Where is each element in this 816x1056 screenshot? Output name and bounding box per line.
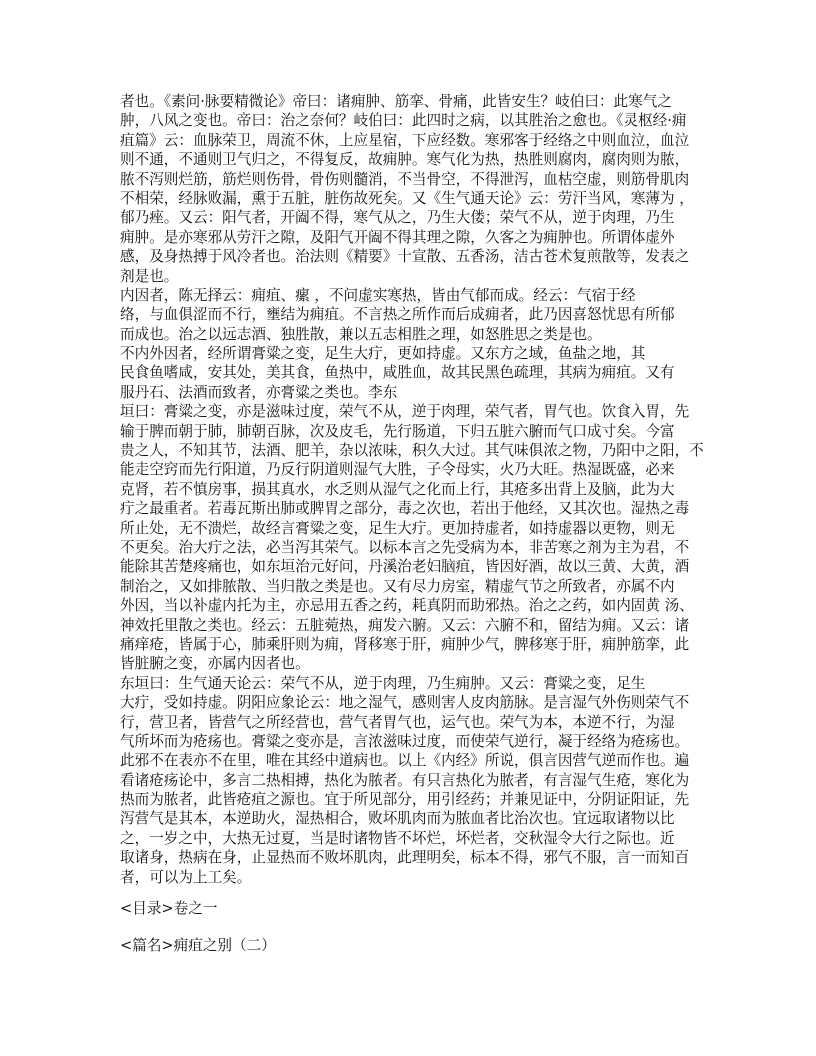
text-line: 贵之人，不知其节，法酒、肥羊，杂以浓味，积久大过。其气味俱浓之物，乃阳中之阳，不 bbox=[120, 442, 704, 460]
text-line: 络，与血俱涩而不行，壅结为痈疽。不言热之所作而后成痈者，此乃因喜怒忧思有所郁 bbox=[120, 306, 675, 324]
text-line: 者也。《素问·脉要精微论》帝曰：诸痈肿、筋挛、骨痛，此皆安生？岐伯曰：此寒气之 bbox=[120, 93, 672, 110]
text-line: 痈肿。是亦寒邪从劳汗之隙，及阳气开阖不得其理之隙，久客之为痈肿也。所谓体虚外 bbox=[120, 228, 675, 246]
text-line: 郁乃痤。又云：阳气者，开阖不得，寒气从之，乃生大偻；荣气不从，逆于肉理，乃生 bbox=[120, 209, 675, 227]
text-line: 肿，八风之变也。帝曰：治之奈何？岐伯曰：此四时之病，以其胜治之愈也。《灵枢经·痈 bbox=[120, 112, 687, 130]
text-line: 不更矣。治大疔之法，必当泻其荣气。以标本言之先受病为本，非苦寒之剂为主为君，不 bbox=[120, 538, 690, 556]
text-line: 不相荣，经脉败漏，熏于五脏，脏伤故死矣。又《生气通天论》云：劳汗当风，寒薄为 ， bbox=[120, 189, 694, 207]
text-line: 输于脾而朝于肺，肺朝百脉，次及皮毛，先行肠道，下归五脏六腑而气口成寸矣。今富 bbox=[120, 422, 675, 440]
text-line: 克肾，若不慎房事，损其真水，水乏则从湿气之化而上行，其疮多出背上及脑，此为大 bbox=[120, 480, 675, 498]
text-line: 疔之最重者。若毒瓦斯出肺或脾胃之部分，毒之次也，若出于他经，又其次也。湿热之毒 bbox=[120, 500, 690, 518]
text-line: 此邪不在表亦不在里，唯在其经中道病也。以上《内经》所说，俱言因营气逆而作也。遍 bbox=[120, 752, 690, 770]
text-line: 民食鱼嗜咸，安其处，美其食，鱼热中，咸胜血，故其民黑色疏理，其病为痈疽。又有 bbox=[120, 364, 675, 382]
text-line: 行，营卫者，皆营气之所经营也，营气者胃气也，运气也。荣气为本，本逆不行，为湿 bbox=[120, 713, 675, 731]
text-line: 之，一岁之中，大热无过夏，当是时诸物皆不坏烂，坏烂者，交秋湿令大行之际也。近 bbox=[120, 829, 675, 847]
text-line: 神效托里散之类也。经云：五脏菀热，痈发六腑。又云：六腑不和，留结为痈。又云：诸 bbox=[120, 616, 690, 634]
text-line: 能走空窍而先行阳道，乃反行阴道则湿气大胜，子令母实，火乃大旺。热湿既盛，必来 bbox=[120, 461, 675, 479]
text-line: 皆脏腑之变，亦属内因者也。 bbox=[120, 655, 310, 673]
text-line: 泻营气是其本，本逆助火，湿热相合，败坏肌肉而为脓血者比治次也。宜远取诸物以比 bbox=[120, 810, 675, 828]
text-line: 外因，当以补虚内托为主，亦忌用五香之药，耗真阴而助邪热。治之之药，如内固黄 汤、 bbox=[120, 597, 694, 615]
text-line: 内因者，陈无择云：痈疽、瘰 ，不问虚实寒热，皆由气郁而成。经云：气宿于经 bbox=[120, 286, 636, 304]
text-line: 看诸疮疡论中，多言二热相搏，热化为脓者。有只言热化为脓者，有言湿气生疮，寒化为 bbox=[120, 771, 690, 789]
text-line: 东垣曰：生气通天论云：荣气不从，逆于肉理，乃生痈肿。又云：膏粱之变，足生 bbox=[120, 674, 646, 692]
text-line: 者，可以为上工矣。 bbox=[120, 868, 252, 886]
text-line: 感，及身热搏于风冷者也。治法则《精要》十宣散、五香汤，洁古苍术复煎散等，发表之 bbox=[120, 248, 690, 266]
table-of-contents-label: <目录>卷之一 bbox=[120, 900, 218, 917]
text-line: 气所坏而为疮疡也。膏粱之变亦是，言浓滋味过度，而使荣气逆行，凝于经络为疮疡也。 bbox=[120, 732, 690, 750]
text-line: 垣曰：膏粱之变，亦是滋味过度，荣气不从，逆于肉理，荣气者，胃气也。饮食入胃，先 bbox=[120, 403, 690, 421]
text-line: 服丹石、法酒而致者，亦膏粱之类也。李东 bbox=[120, 383, 398, 401]
text-line: 能除其苦楚疼痛也，如东垣治元好问，丹溪治老妇脑疽，皆因好酒，故以三黄、大黄，酒 bbox=[120, 558, 690, 576]
text-line: 所止处，无不溃烂，故经言膏粱之变，足生大疔。更加持虚者，如持虚器以更物，则无 bbox=[120, 519, 675, 537]
text-line: 剂是也。 bbox=[120, 267, 179, 285]
text-line: 制治之，又如排脓散、当归散之类是也。又有尽力房室，精虚气节之所致者，亦属不内 bbox=[120, 577, 675, 595]
text-line: 脓不泻则烂筋，筋烂则伤骨，骨伤则髓消，不当骨空，不得泄泻，血枯空虚，则筋骨肌肉 bbox=[120, 170, 690, 188]
chapter-title: <篇名>痈疽之别（二） bbox=[120, 937, 276, 954]
text-line: 不内外因者，经所谓膏粱之变，足生大疔，更如持虚。又东方之域，鱼盐之地，其 bbox=[120, 345, 646, 363]
text-line: 则不通，不通则卫气归之，不得复反，故痈肿。寒气化为热，热胜则腐肉，腐肉则为脓， bbox=[120, 151, 690, 169]
text-line: 痛痒疮，皆属于心，肺乘肝则为痈，肾移寒于肝，痈肿少气，脾移寒于肝，痈肿筋挛，此 bbox=[120, 635, 690, 653]
document-body bbox=[120, 92, 704, 887]
text-line: 热而为脓者，此皆疮疽之源也。宜于所见部分，用引经药；并兼见证中，分阴证阳证，先 bbox=[120, 791, 690, 809]
text-line: 疽篇》云：血脉荣卫，周流不休，上应星宿，下应经数。寒邪客于经络之中则血泣，血泣 bbox=[120, 131, 690, 149]
text-line: 大疔，受如持虚。阴阳应象论云：地之湿气，感则害人皮肉筋脉。是言湿气外伤则荣气不 bbox=[120, 694, 690, 712]
text-line: 而成也。治之以远志酒、独胜散，兼以五志相胜之理，如怒胜思之类是也。 bbox=[120, 325, 602, 343]
text-line: 取诸身，热病在身，止显热而不败坏肌肉，此理明矣，标本不得，邪气不服，言一而知百 bbox=[120, 849, 690, 867]
